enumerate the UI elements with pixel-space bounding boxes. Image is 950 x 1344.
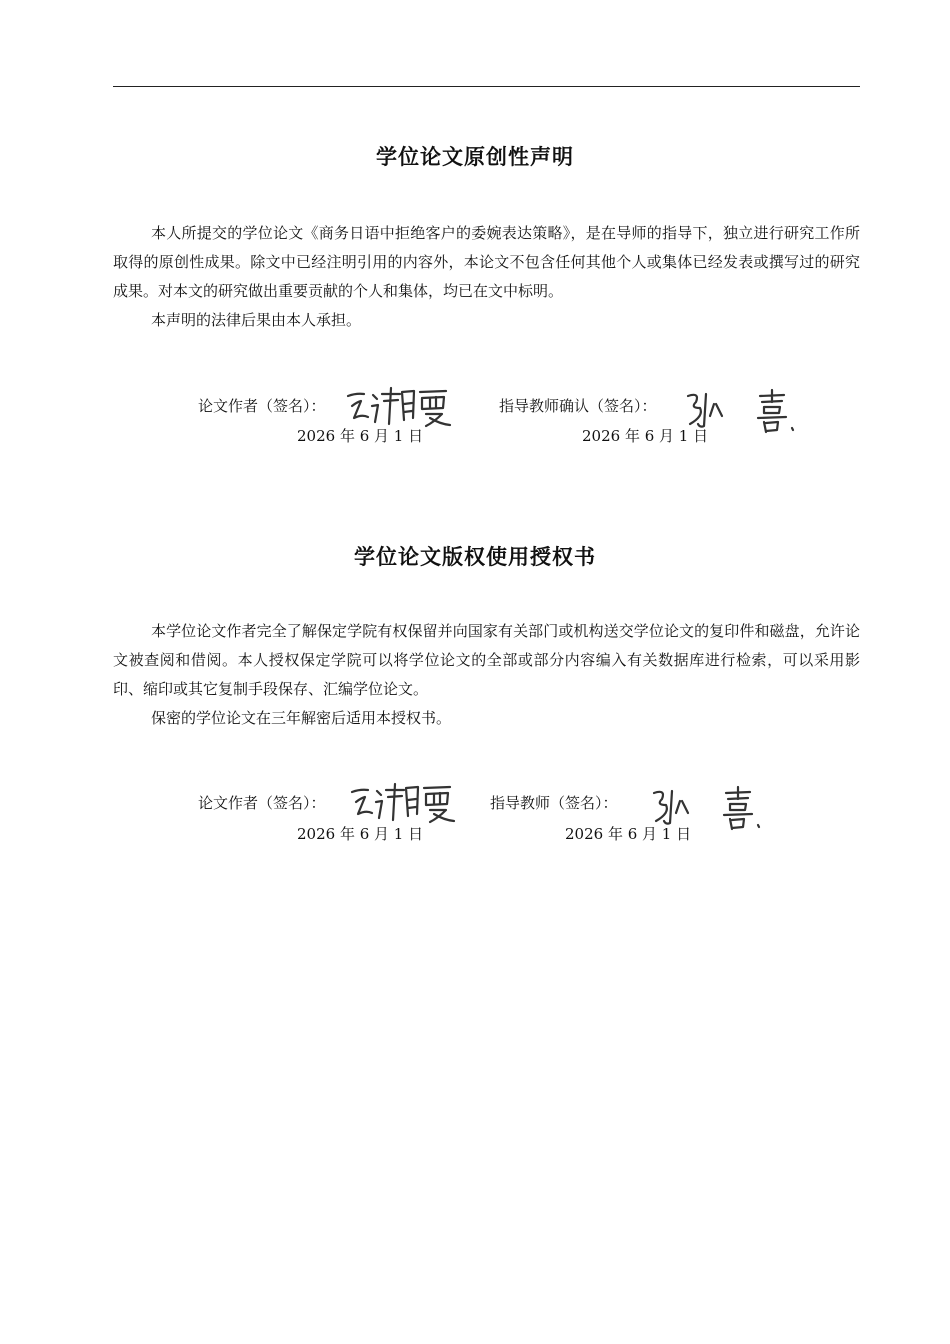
declaration-advisor-date: 2026 年 6 月 1 日 — [582, 427, 709, 445]
declaration-author-date: 2026 年 6 月 1 日 — [297, 427, 424, 445]
declaration-advisor-label: 指导教师确认（签名）： — [499, 397, 657, 415]
authorization-author-date: 2026 年 6 月 1 日 — [297, 825, 424, 843]
declaration-paragraph-2: 本声明的法律后果由本人承担。 — [151, 311, 362, 329]
authorization-advisor-date: 2026 年 6 月 1 日 — [565, 825, 692, 843]
authorization-author-label: 论文作者（签名）： — [198, 794, 326, 812]
authorization-paragraph-2: 保密的学位论文在三年解密后适用本授权书。 — [151, 709, 452, 727]
declaration-author-label: 论文作者（签名）： — [198, 397, 326, 415]
author-signature-2 — [346, 780, 458, 828]
authorization-advisor-label: 指导教师（签名）： — [490, 794, 618, 812]
header-rule — [113, 86, 860, 87]
declaration-title: 学位论文原创性声明 — [376, 145, 574, 169]
authorization-paragraph-1: 本学位论文作者完全了解保定学院有权保留并向国家有关部门或机构送交学位论文的复印件和磁盘，允许论文被查阅和借阅。本人授权保定学院可以将学位论文的全部或部分内容编入有关数据库进行检索，可以采用影印、缩印或其它复制手段保存、汇编学位论文。 — [113, 622, 860, 698]
declaration-paragraph-1: 本人所提交的学位论文《商务日语中拒绝客户的委婉表达策略》，是在导师的指导下，独立进行研究工作所取得的原创性成果。除文中已经注明引用的内容外，本论文不包含任何其他个人或集体已经发表或撰写过的研究成果。对本文的研究做出重要贡献的个人和集体，均已在文中标明。 — [113, 224, 860, 300]
authorization-title: 学位论文版权使用授权书 — [354, 545, 596, 569]
